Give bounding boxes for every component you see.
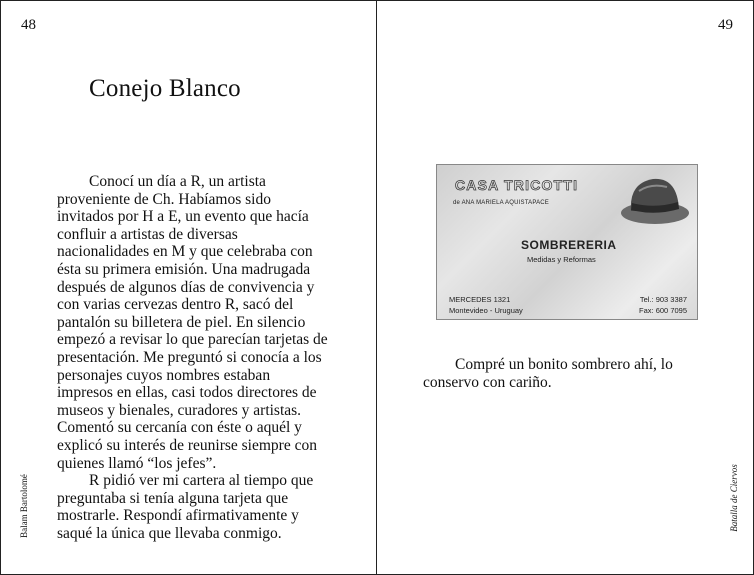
paragraph-2: R pidió ver mi cartera al tiempo que preguntaba si tenía alguna tarjeta que mostrarle. Respondí afirmativamente y saqué la única que llevaba conmigo.: [57, 472, 314, 542]
caption-text: Compré un bonito sombrero ahí, lo conservo con cariño.: [423, 356, 673, 391]
card-services: Medidas y Reformas: [527, 255, 596, 264]
card-tel: Tel.: 903 3387: [639, 295, 687, 304]
chapter-title: Conejo Blanco: [89, 75, 241, 102]
card-fax: Fax: 600 7095: [639, 306, 687, 315]
hat-icon: [615, 169, 691, 229]
card-caption: [423, 356, 713, 392]
business-card-photo: [436, 164, 698, 320]
running-head-title: Batalla de Ciervos: [729, 464, 739, 532]
card-brand: CASA TRICOTTI: [455, 177, 579, 193]
right-page: [377, 0, 754, 575]
running-head-author: Balam Bartolomé: [19, 474, 29, 538]
chapter-body: [57, 173, 329, 542]
page-number-right: 49: [718, 17, 733, 33]
card-trade: SOMBRERERIA: [521, 238, 617, 252]
card-address-line1: MERCEDES 1321: [449, 295, 511, 304]
card-owner: de ANA MARIELA AQUISTAPACE: [453, 200, 550, 206]
card-address-line2: Montevideo - Uruguay: [449, 306, 523, 315]
paragraph-1: Conocí un día a R, un artista proveniente de Ch. Habíamos sido invitados por H a E, un evento que hacía confluir a artistas de diversas nacionalidades en M y que celebraba con ésta su primera emisión. Una madrugada después de algunos días de convivencia y con varias cervezas dentro R, sacó del pantalón su billetera de piel. En silencio empezó a revisar lo que parecían tarjetas de presentación. Me preguntó si conocía a los personajes cuyos nombres estaban impresos en ellas, casi todos directores de museos y bienales, curadores y artistas. Comentó su cercanía con éste o aquél y explicó su interés de reunirse siempre con quienes llamó “los jefes”.: [57, 173, 328, 472]
page-number-left: 48: [21, 17, 36, 33]
